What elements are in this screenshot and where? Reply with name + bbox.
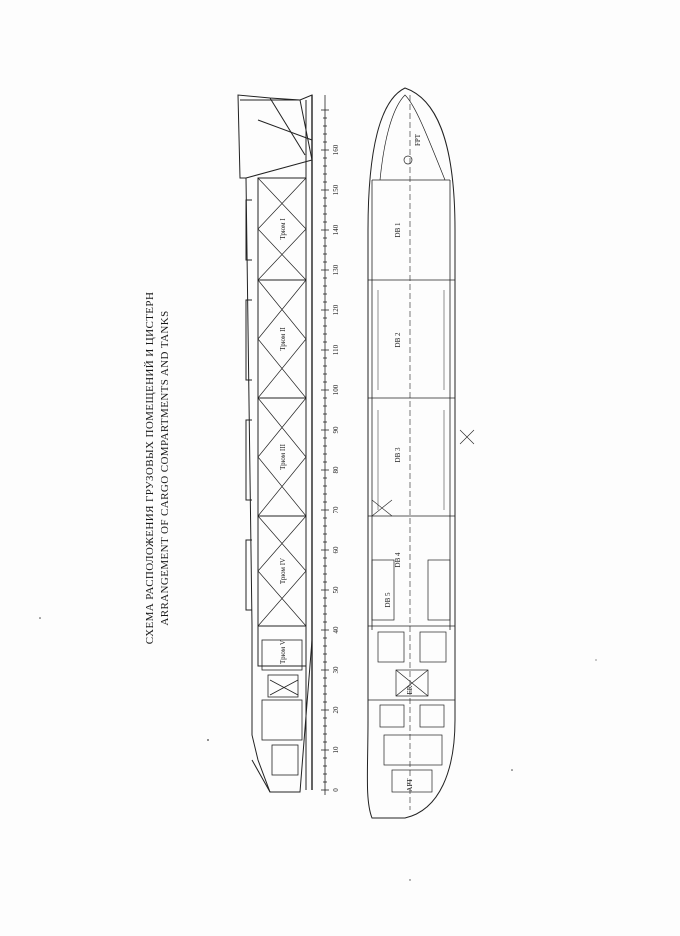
tank-label: DB 5 [384, 592, 392, 608]
hold-label: Трюм II [279, 327, 287, 351]
hold-label: Трюм I [279, 218, 287, 240]
tank-label: ER [406, 685, 414, 695]
frame-number: 20 [332, 706, 340, 714]
plan-transverse-bulkheads [368, 180, 455, 700]
frame-number: 40 [332, 626, 340, 634]
frame-number: 70 [332, 506, 340, 514]
tank-label: FPT [414, 133, 422, 147]
title-russian: СХЕМА РАСПОЛОЖЕНИЯ ГРУЗОВЫХ ПОМЕЩЕНИЙ И ЦИСТЕРН [144, 291, 156, 645]
title-english: ARRANGEMENT OF CARGO COMPARTMENTS AND TANKS [159, 310, 171, 626]
frame-number: 90 [332, 426, 340, 434]
frame-number: 120 [332, 304, 340, 316]
hold-label: Трюм IV [279, 557, 287, 585]
frame-number: 50 [332, 586, 340, 594]
tank-label: DB 1 [394, 222, 402, 238]
hold-label: Трюм V [279, 640, 287, 664]
frame-number: 110 [332, 344, 340, 356]
stray-mark [460, 430, 474, 444]
tank-label: DB 2 [394, 332, 402, 348]
frame-number: 140 [332, 224, 340, 236]
plan-view [367, 88, 455, 818]
tank-label: DB 3 [394, 447, 402, 463]
frame-number: 160 [332, 144, 340, 156]
scan-specks [39, 617, 596, 881]
hold-label: Трюм III [279, 444, 287, 470]
frame-number: 0 [332, 788, 340, 792]
frame-number: 100 [332, 384, 340, 396]
frame-number: 80 [332, 466, 340, 474]
frame-number: 30 [332, 666, 340, 674]
profile-view [238, 95, 312, 792]
tank-label: DB 4 [394, 552, 402, 568]
plan-hull-outline [367, 88, 455, 818]
frame-number: 150 [332, 184, 340, 196]
frame-scale [321, 95, 329, 795]
frame-number: 10 [332, 746, 340, 754]
hold-boundaries [258, 178, 306, 666]
frame-number: 130 [332, 264, 340, 276]
tank-labels [384, 133, 422, 791]
tank-label: APT [406, 778, 414, 792]
stern [252, 760, 300, 792]
frame-labels [332, 144, 340, 792]
frame-number: 60 [332, 546, 340, 554]
bow-section [240, 100, 312, 178]
